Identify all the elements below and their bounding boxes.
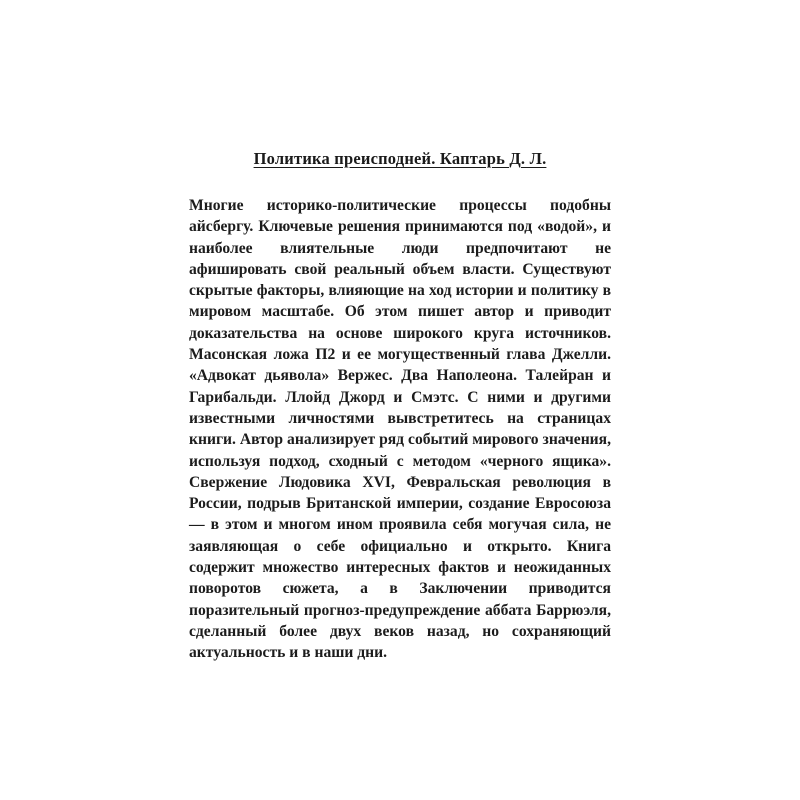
document-body: Многие историко-политические процессы подобны айсбергу. Ключевые решения принимаются под «водой», и наиболее влиятельные люди предпочитают не афишировать свой реальный объем власти. Существуют скрытые факторы, влияющие на ход истории и политику в мировом масштабе. Об этом пишет автор и приводит доказательства на основе широкого круга источников. Масонская ложа П2 и ее могущественный глава Джелли. «Адвокат дьявола» Вержес. Два Наполеона. Талейран и Гарибальди. Ллойд Джорд и Смэтс. С ними и другими известными личностями вывстретитесь на страницах книги. Автор анализирует ряд событий мирового значения, используя подход, сходный с методом «черного ящика». Свержение Людовика XVI, Февральская революция в России, подрыв Британской империи, создание Евросоюза — в этом и многом ином проявила себя могучая сила, не заявляющая о себе официально и открыто. Книга содержит множество интересных фактов и неожиданных поворотов сюжета, а в Заключении приводится поразительный прогноз-предупреждение аббата Баррюэля, сделанный более двух веков назад, но сохраняющий актуальность и в наши дни. xyxy=(189,197,611,662)
document-title-text: Политика преисподней. Каптарь Д. Л. xyxy=(253,149,547,168)
document-title xyxy=(190,148,610,170)
